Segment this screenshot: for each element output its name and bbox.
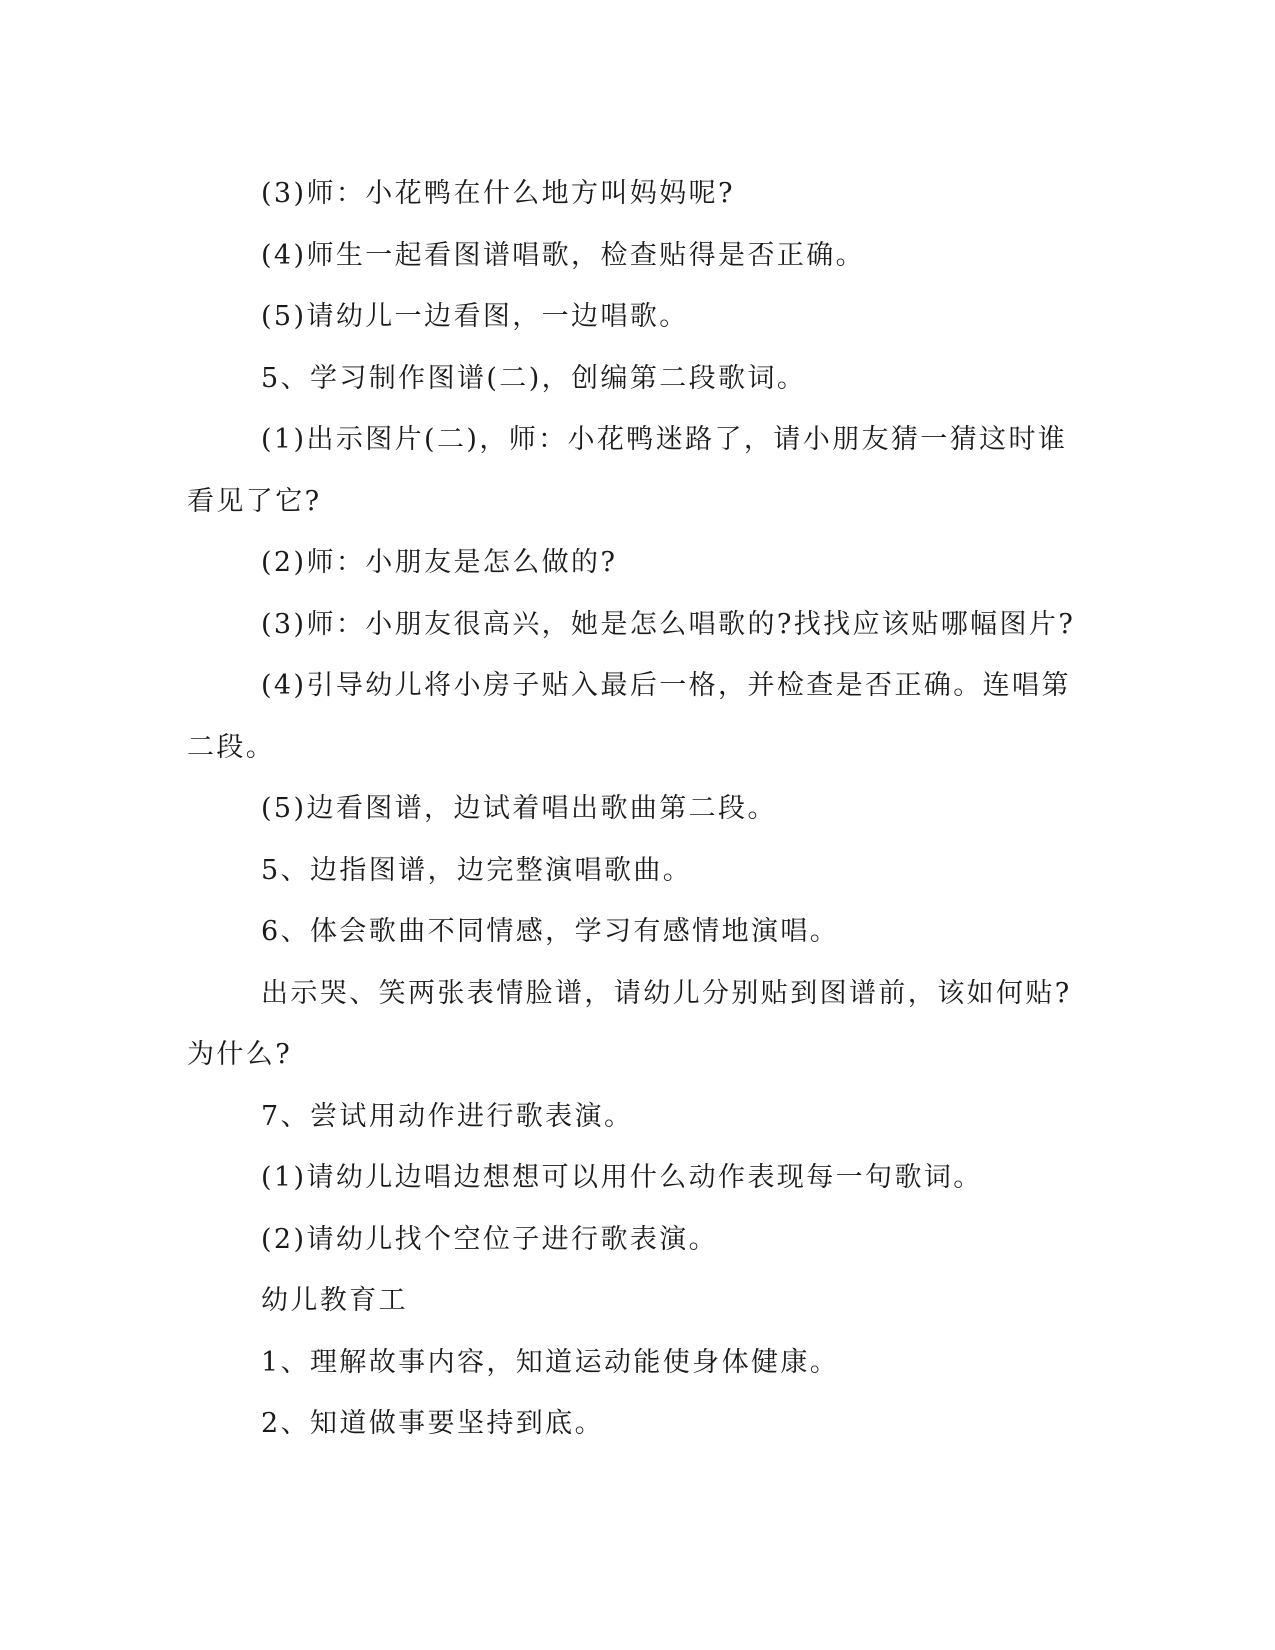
paragraph-12: 出示哭、笑两张表情脸谱，请幼儿分别贴到图谱前，该如何贴?为什么? — [187, 977, 1072, 1070]
paragraph-9: (5)边看图谱，边试着唱出歌曲第二段。 — [261, 793, 777, 824]
paragraph-15: (2)请幼儿找个空位子进行歌表演。 — [261, 1223, 719, 1255]
paragraph-7: (3)师：小朋友很高兴，她是怎么唱歌的?找找应该贴哪幅图片? — [261, 608, 1076, 640]
paragraph-14: (1)请幼儿边唱边想想可以用什么动作表现每一句歌词。 — [261, 1162, 983, 1193]
paragraph-17: 1、理解故事内容，知道运动能使身体健康。 — [261, 1346, 840, 1378]
paragraph-2: (4)师生一起看图谱唱歌，检查贴得是否正确。 — [261, 239, 866, 271]
paragraph-4: 5、学习制作图谱(二)，创编第二段歌词。 — [261, 362, 807, 394]
paragraph-5: (1)出示图片(二)，师：小花鸭迷路了，请小朋友猜一猜这时谁看见了它? — [187, 424, 1068, 517]
paragraph-6: (2)师：小朋友是怎么做的? — [261, 547, 618, 578]
document-body — [187, 163, 1087, 1455]
paragraph-13: 7、尝试用动作进行歌表演。 — [261, 1100, 634, 1132]
paragraph-3: (5)请幼儿一边看图，一边唱歌。 — [261, 301, 689, 332]
paragraph-11: 6、体会歌曲不同情感，学习有感情地演唱。 — [261, 916, 840, 947]
paragraph-18: 2、知道做事要坚持到底。 — [261, 1408, 604, 1439]
paragraph-10: 5、边指图谱，边完整演唱歌曲。 — [261, 854, 693, 886]
paragraph-1: (3)师：小花鸭在什么地方叫妈妈呢? — [261, 178, 735, 209]
paragraph-8: (4)引导幼儿将小房子贴入最后一格，并检查是否正确。连唱第二段。 — [187, 670, 1071, 763]
paragraph-16: 幼儿教育工 — [261, 1285, 408, 1316]
